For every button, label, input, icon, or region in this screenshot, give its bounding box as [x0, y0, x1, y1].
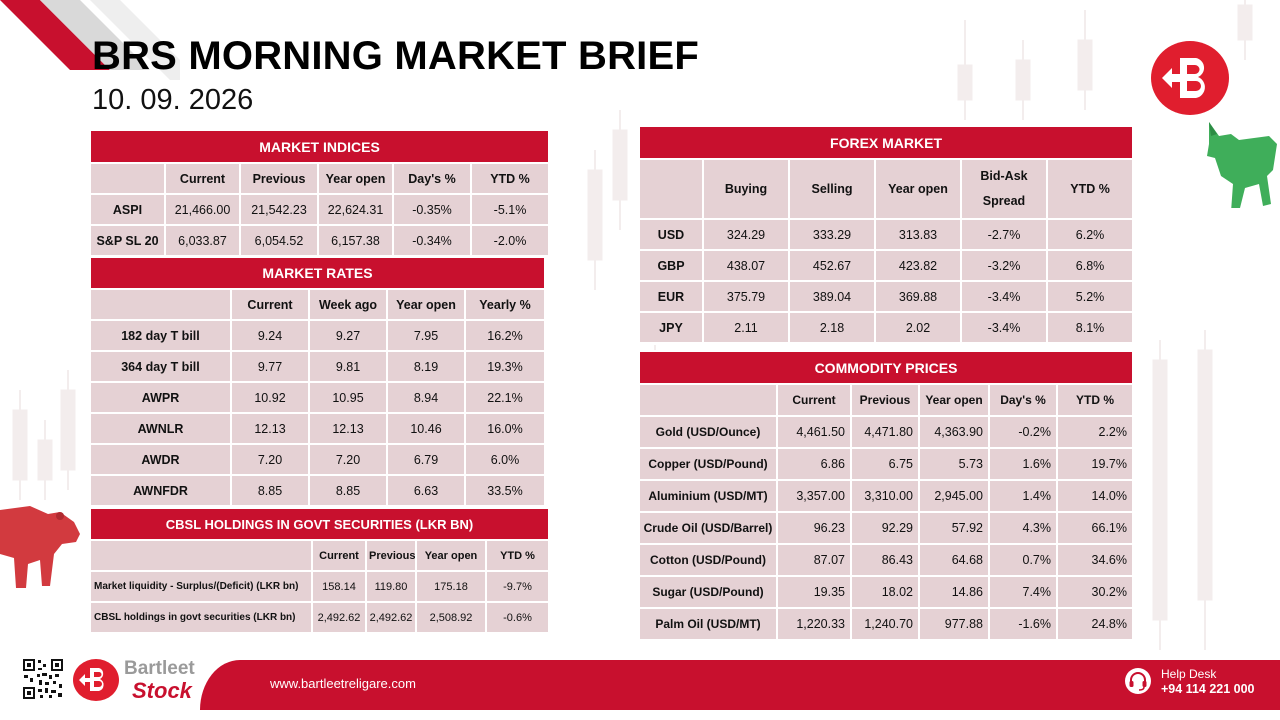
table-row — [91, 352, 544, 381]
cell: 7.4% — [990, 577, 1056, 607]
cell: 369.88 — [876, 282, 960, 311]
cell: 10.95 — [310, 383, 386, 412]
row-label: JPY — [640, 313, 702, 342]
cell: 1,220.33 — [778, 609, 850, 639]
cell: 8.85 — [310, 476, 386, 505]
cell: 14.0% — [1058, 481, 1132, 511]
cell: 2,945.00 — [920, 481, 988, 511]
cell: 7.95 — [388, 321, 464, 350]
table-row — [91, 195, 548, 224]
row-label: Gold (USD/Ounce) — [640, 417, 776, 447]
cell: -9.7% — [487, 572, 548, 601]
cell: 1.6% — [990, 449, 1056, 479]
help-desk-label: Help Desk — [1161, 667, 1217, 681]
row-label: 182 day T bill — [91, 321, 230, 350]
row-label: AWNLR — [91, 414, 230, 443]
row-label: Palm Oil (USD/MT) — [640, 609, 776, 639]
cell: 6.79 — [388, 445, 464, 474]
cell: 12.13 — [310, 414, 386, 443]
row-label: Crude Oil (USD/Barrel) — [640, 513, 776, 543]
column-header: Yearly % — [466, 290, 544, 319]
row-label: S&P SL 20 — [91, 226, 164, 255]
cell: 6.0% — [466, 445, 544, 474]
table-row — [640, 220, 1132, 249]
cell: 452.67 — [790, 251, 874, 280]
row-label: Copper (USD/Pound) — [640, 449, 776, 479]
cell: 34.6% — [1058, 545, 1132, 575]
cell: 6,054.52 — [241, 226, 317, 255]
market-indices-table — [89, 129, 550, 257]
cell: 18.02 — [852, 577, 918, 607]
cell: 423.82 — [876, 251, 960, 280]
row-label: Aluminium (USD/MT) — [640, 481, 776, 511]
cell: 7.20 — [232, 445, 308, 474]
column-header: YTD % — [1048, 160, 1132, 218]
cell: 86.43 — [852, 545, 918, 575]
bear-icon — [0, 500, 82, 592]
help-desk-phone[interactable]: +94 114 221 000 — [1161, 682, 1255, 696]
column-header: Year open — [388, 290, 464, 319]
cell: 10.46 — [388, 414, 464, 443]
cbsl-holdings-table — [89, 507, 550, 634]
cell: 9.77 — [232, 352, 308, 381]
cell: 4,471.80 — [852, 417, 918, 447]
table-row — [640, 545, 1132, 575]
table-row — [91, 321, 544, 350]
cell: 6.63 — [388, 476, 464, 505]
cell: -5.1% — [472, 195, 548, 224]
column-header: Previous — [241, 164, 317, 193]
cell: 8.19 — [388, 352, 464, 381]
cell: 438.07 — [704, 251, 788, 280]
market-rates-title: MARKET RATES — [91, 258, 544, 288]
cell: -3.4% — [962, 313, 1046, 342]
brand-name: Bartleet — [124, 658, 195, 679]
brand-subname: Stock — [132, 678, 192, 703]
column-header: Current — [313, 541, 365, 570]
cell: 9.81 — [310, 352, 386, 381]
row-label: EUR — [640, 282, 702, 311]
cell: 2.11 — [704, 313, 788, 342]
column-header: Day's % — [394, 164, 470, 193]
cell: 2.02 — [876, 313, 960, 342]
cell: 2.2% — [1058, 417, 1132, 447]
cell: 313.83 — [876, 220, 960, 249]
column-header: Year open — [417, 541, 485, 570]
cell: 6.2% — [1048, 220, 1132, 249]
cell: 324.29 — [704, 220, 788, 249]
row-label: AWDR — [91, 445, 230, 474]
cell: 158.14 — [313, 572, 365, 601]
cell: 2,492.62 — [367, 603, 415, 632]
cell: 21,542.23 — [241, 195, 317, 224]
column-header: Week ago — [310, 290, 386, 319]
cell: 4,363.90 — [920, 417, 988, 447]
table-row — [640, 282, 1132, 311]
cell: 2.18 — [790, 313, 874, 342]
column-header: Current — [778, 385, 850, 415]
row-label: ASPI — [91, 195, 164, 224]
column-header: Previous — [367, 541, 415, 570]
row-label: Market liquidity - Surplus/(Deficit) (LKR bn) — [91, 572, 311, 601]
table-row — [640, 417, 1132, 447]
cell: 14.86 — [920, 577, 988, 607]
table-row — [640, 481, 1132, 511]
brs-b-logo-icon — [1150, 40, 1230, 116]
cell: 4,461.50 — [778, 417, 850, 447]
cell: -2.0% — [472, 226, 548, 255]
table-row — [640, 609, 1132, 639]
cell: 389.04 — [790, 282, 874, 311]
cbsl-holdings-title: CBSL HOLDINGS IN GOVT SECURITIES (LKR BN) — [91, 509, 548, 539]
cell: -0.34% — [394, 226, 470, 255]
column-header: Bid-Ask Spread — [962, 160, 1046, 218]
cell: -2.7% — [962, 220, 1046, 249]
cell: 0.7% — [990, 545, 1056, 575]
cell: 977.88 — [920, 609, 988, 639]
cell: 92.29 — [852, 513, 918, 543]
cell: 33.5% — [466, 476, 544, 505]
cell: 175.18 — [417, 572, 485, 601]
column-header: Day's % — [990, 385, 1056, 415]
cell: -0.35% — [394, 195, 470, 224]
table-row — [640, 513, 1132, 543]
cell: 4.3% — [990, 513, 1056, 543]
commodity-prices-title: COMMODITY PRICES — [640, 352, 1132, 383]
row-label: 364 day T bill — [91, 352, 230, 381]
column-header: Previous — [852, 385, 918, 415]
cell: 333.29 — [790, 220, 874, 249]
cell: 8.85 — [232, 476, 308, 505]
cell: 6.75 — [852, 449, 918, 479]
column-header: Year open — [876, 160, 960, 218]
row-label: Cotton (USD/Pound) — [640, 545, 776, 575]
cell: 3,310.00 — [852, 481, 918, 511]
page-title: BRS MORNING MARKET BRIEF — [92, 34, 700, 78]
cell: 22,624.31 — [319, 195, 392, 224]
table-row — [91, 383, 544, 412]
cell: 1.4% — [990, 481, 1056, 511]
cell: 9.24 — [232, 321, 308, 350]
column-header: Year open — [319, 164, 392, 193]
row-label: CBSL holdings in govt securities (LKR bn) — [91, 603, 311, 632]
table-row — [91, 414, 544, 443]
cell: 5.73 — [920, 449, 988, 479]
cell: 22.1% — [466, 383, 544, 412]
cell: 96.23 — [778, 513, 850, 543]
bull-icon — [1203, 118, 1280, 208]
cell: 1,240.70 — [852, 609, 918, 639]
row-label: GBP — [640, 251, 702, 280]
row-label: USD — [640, 220, 702, 249]
cell: 6,157.38 — [319, 226, 392, 255]
cell: 24.8% — [1058, 609, 1132, 639]
column-header: YTD % — [1058, 385, 1132, 415]
column-header: Year open — [920, 385, 988, 415]
table-row — [91, 603, 548, 632]
row-label: AWPR — [91, 383, 230, 412]
table-row — [640, 449, 1132, 479]
cell: 12.13 — [232, 414, 308, 443]
cell: 3,357.00 — [778, 481, 850, 511]
cell: 119.80 — [367, 572, 415, 601]
table-row — [91, 445, 544, 474]
cell: 375.79 — [704, 282, 788, 311]
column-header: YTD % — [487, 541, 548, 570]
market-indices-title: MARKET INDICES — [91, 131, 548, 162]
forex-market-title: FOREX MARKET — [640, 127, 1132, 158]
cell: 8.1% — [1048, 313, 1132, 342]
table-row — [640, 577, 1132, 607]
cell: 21,466.00 — [166, 195, 239, 224]
column-header: Selling — [790, 160, 874, 218]
cell: 6.86 — [778, 449, 850, 479]
cell: 19.7% — [1058, 449, 1132, 479]
cell: 66.1% — [1058, 513, 1132, 543]
cell: 19.35 — [778, 577, 850, 607]
forex-market-table — [638, 125, 1134, 344]
market-rates-table — [89, 256, 546, 507]
cell: 5.2% — [1048, 282, 1132, 311]
cell: 9.27 — [310, 321, 386, 350]
column-header: Current — [166, 164, 239, 193]
cell: 7.20 — [310, 445, 386, 474]
bartleet-logo-icon — [72, 658, 120, 702]
row-label: Sugar (USD/Pound) — [640, 577, 776, 607]
column-header: Current — [232, 290, 308, 319]
report-date: 10. 09. 2026 — [92, 84, 254, 116]
cell: 6,033.87 — [166, 226, 239, 255]
table-row — [91, 476, 544, 505]
qr-code-icon — [22, 658, 64, 700]
cell: 8.94 — [388, 383, 464, 412]
cell: 19.3% — [466, 352, 544, 381]
cell: -0.6% — [487, 603, 548, 632]
headset-icon — [1124, 667, 1152, 695]
cell: 2,508.92 — [417, 603, 485, 632]
row-label: AWNFDR — [91, 476, 230, 505]
cell: 16.0% — [466, 414, 544, 443]
cell: 57.92 — [920, 513, 988, 543]
website-link[interactable]: www.bartleetreligare.com — [270, 676, 416, 691]
column-header: Buying — [704, 160, 788, 218]
cell: 87.07 — [778, 545, 850, 575]
cell: -1.6% — [990, 609, 1056, 639]
cell: 64.68 — [920, 545, 988, 575]
table-row — [640, 313, 1132, 342]
cell: -3.2% — [962, 251, 1046, 280]
cell: 2,492.62 — [313, 603, 365, 632]
cell: 6.8% — [1048, 251, 1132, 280]
cell: 10.92 — [232, 383, 308, 412]
cell: 16.2% — [466, 321, 544, 350]
cell: 30.2% — [1058, 577, 1132, 607]
table-row — [640, 251, 1132, 280]
table-row — [91, 226, 548, 255]
commodity-prices-table — [638, 350, 1134, 641]
column-header: YTD % — [472, 164, 548, 193]
cell: -0.2% — [990, 417, 1056, 447]
table-row — [91, 572, 548, 601]
cell: -3.4% — [962, 282, 1046, 311]
